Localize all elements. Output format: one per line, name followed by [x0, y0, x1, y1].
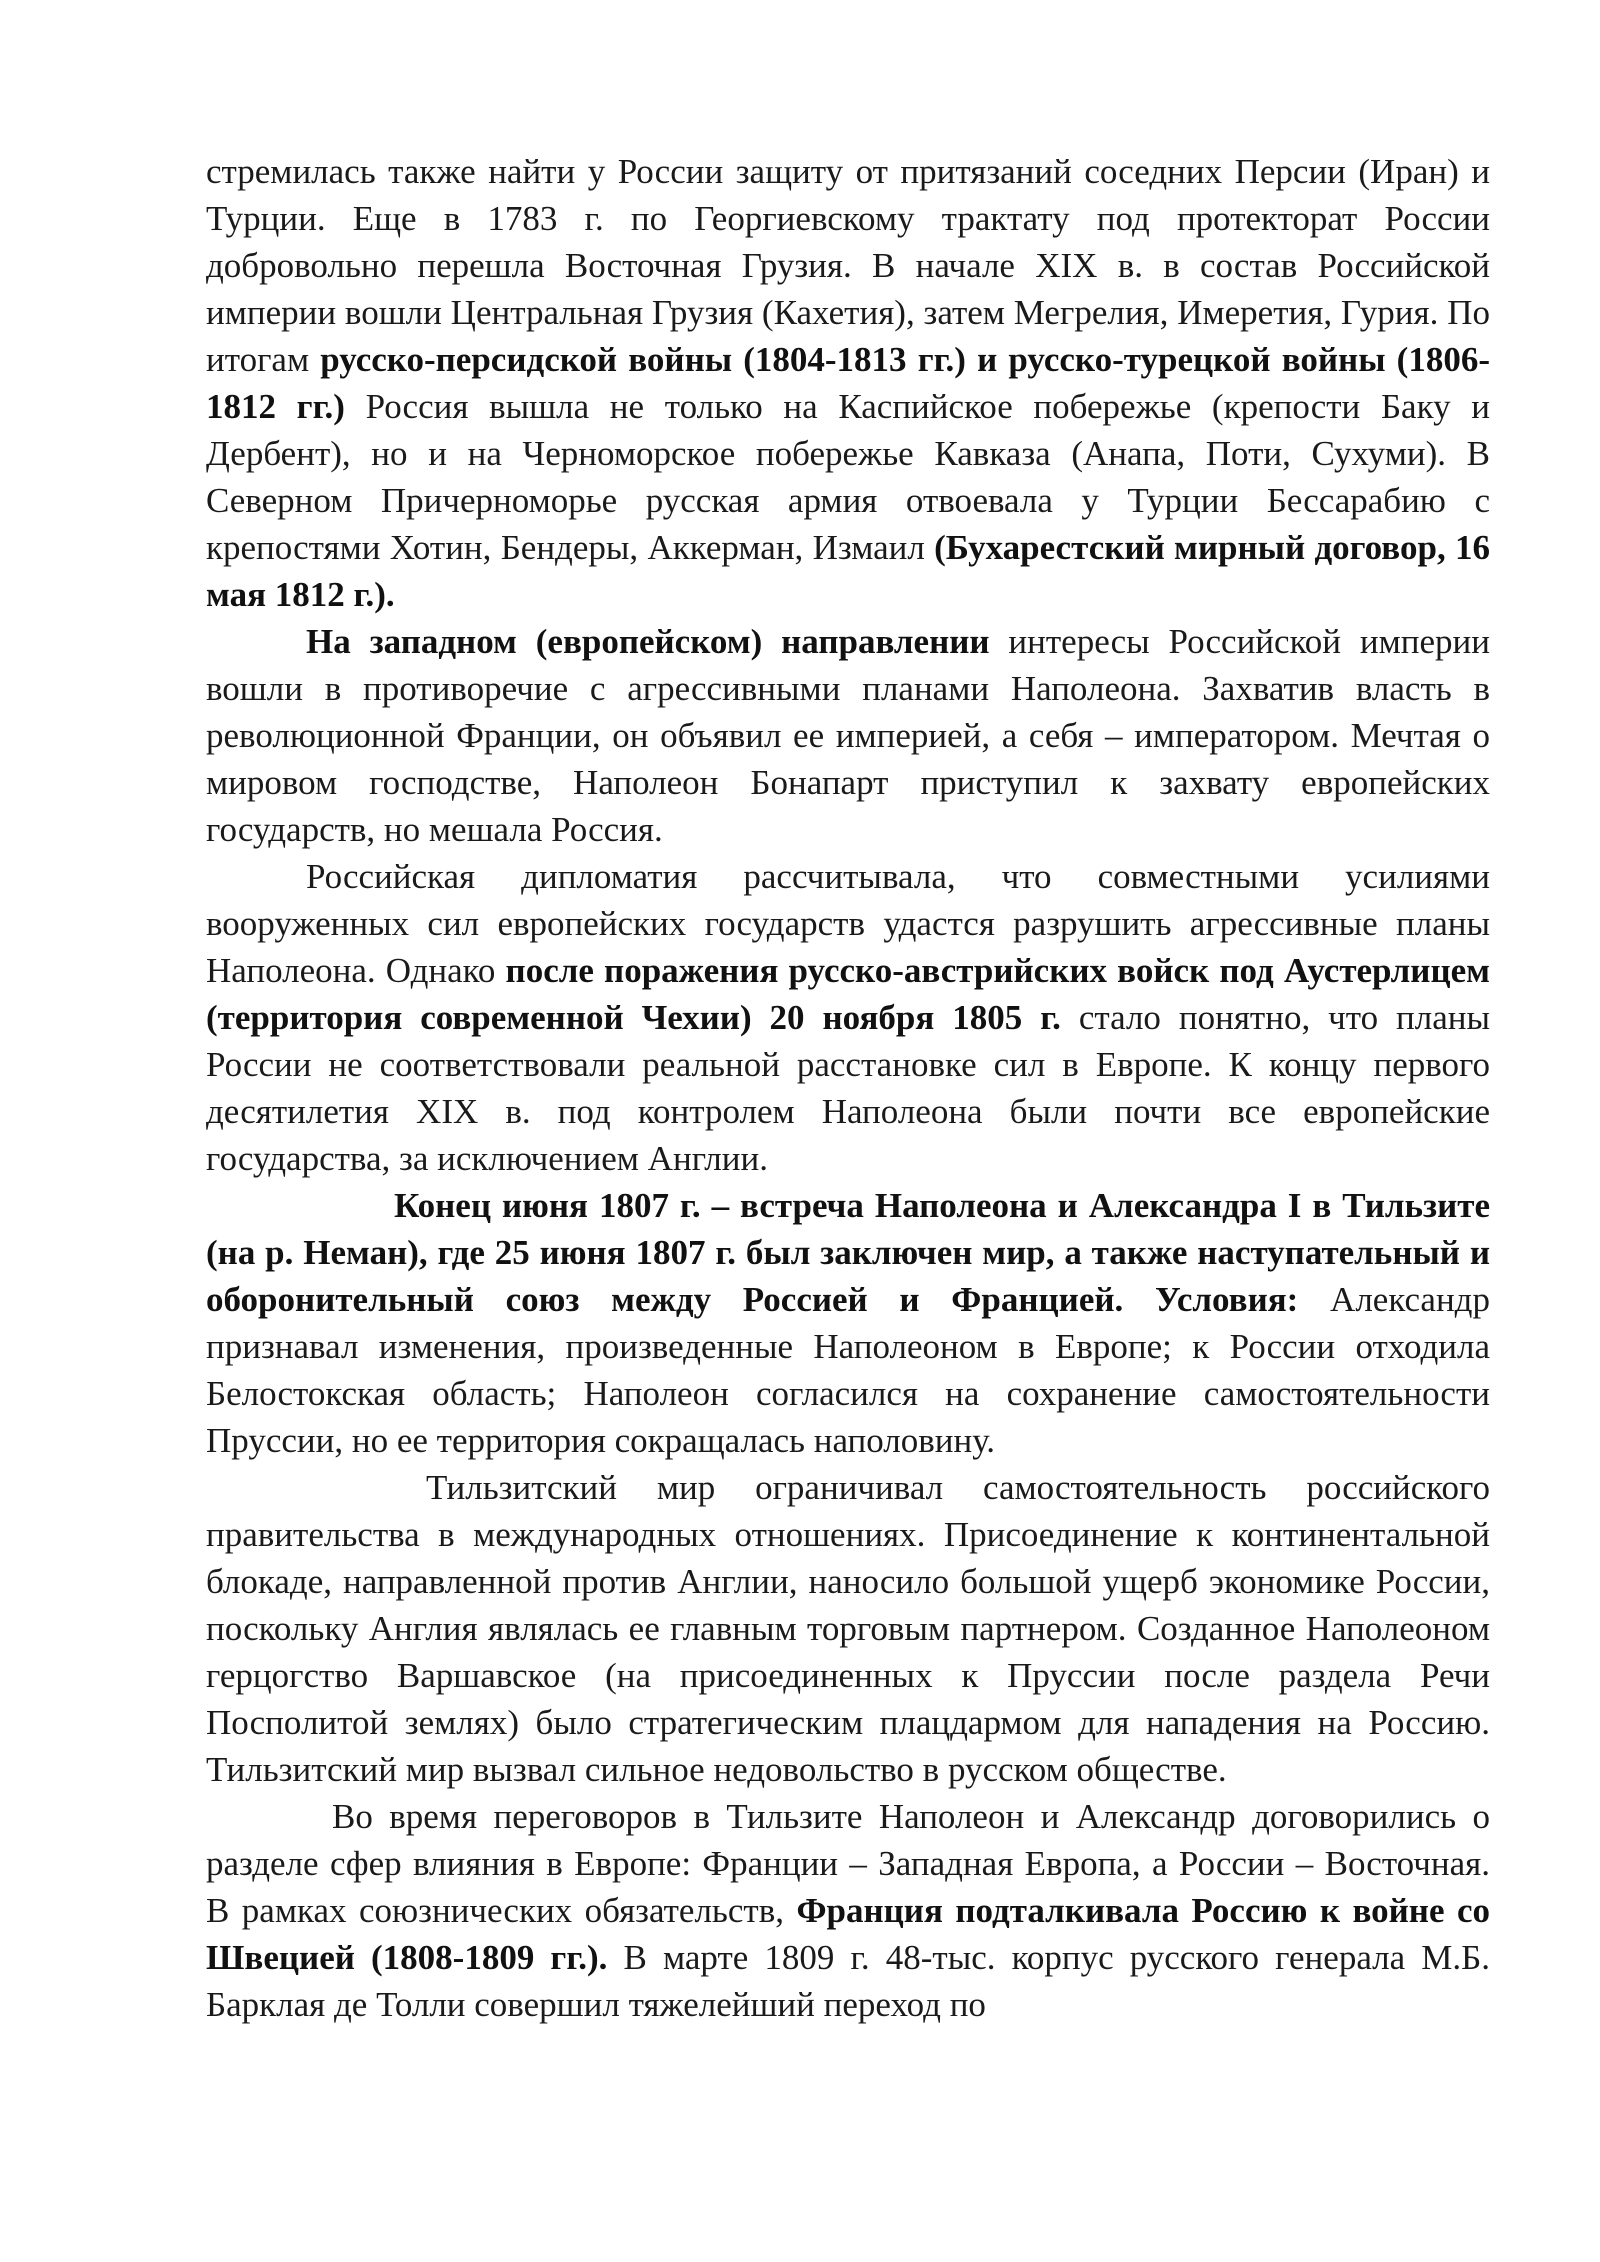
text-run: Тильзитский мир ограничивал самостоятельность российского правительства в международных отношениях. Присоединение к континентальной блокаде, направленной против Англии, наносило большой ущерб экономике России, поскольку Англия являлась ее главным торговым партнером. Созданное Наполеоном герцогство Варшавское (на присоединенных к Пруссии после раздела Речи Посполитой землях) было стратегическим плацдармом для нападения на Россию. Тильзитский мир вызвал сильное недовольство в русском обществе.	[206, 1468, 1490, 1789]
text-run: интересы Российской империи вошли в противоречие с агрессивными планами Наполеона. Захватив власть в революционной Франции, он объявил ее империей, а себя – императором. Мечтая о мировом господстве, Наполеон Бонапарт приступил к захвату европейских государств, но мешала Россия.	[206, 622, 1490, 849]
paragraph-spheres-of-influence	[206, 1793, 1490, 2028]
paragraph-diplomacy	[206, 853, 1490, 1182]
paragraph-tilsit-meeting	[206, 1182, 1490, 1464]
document-page	[206, 148, 1490, 2028]
paragraph-caucasus	[206, 148, 1490, 618]
text-run: В марте 1809 г. 48-тыс. корпус русского генерала М.Б. Барклая де Толли совершил тяжелейший переход по	[206, 1938, 1490, 2024]
paragraph-tilsit-peace	[206, 1464, 1490, 1793]
bold-text-run: после поражения русско-австрийских войск под Аустерлицем (территория современной Чехии) 20 ноября 1805 г.	[206, 951, 1490, 1037]
bold-text-run: (Бухарестский мирный договор, 16 мая 1812 г.).	[206, 528, 1490, 614]
text-run: стремилась также найти у России защиту от притязаний соседних Персии (Иран) и Турции. Еще в 1783 г. по Георгиевскому трактату под протекторат России добровольно перешла Восточная Грузия. В начале XIX в. в состав Российской империи вошли Центральная Грузия (Кахетия), затем Мегрелия, Имеретия, Гурия. По итогам	[206, 152, 1490, 379]
text-run: Во время переговоров в Тильзите Наполеон и Александр договорились о разделе сфер влияния в Европе: Франции – Западная Европа, а России – Восточная. В рамках союзнических обязательств,	[206, 1797, 1490, 1930]
bold-text-run: Конец июня 1807 г. – встреча Наполеона и Александра I в Тильзите (на р. Неман), где 25 июня 1807 г. был заключен мир, а также наступательный и оборонительный союз между Россией и Францией. Условия:	[206, 1186, 1490, 1319]
text-run: Александр признавал изменения, произведенные Наполеоном в Европе; к России отходила Белостокская область; Наполеон согласился на сохранение самостоятельности Пруссии, но ее территория сокращалась наполовину.	[206, 1280, 1490, 1460]
bold-text-run: Франция подталкивала Россию к войне со Швецией (1808-1809 гг.).	[206, 1891, 1490, 1977]
bold-text-run: На западном (европейском) направлении	[306, 622, 990, 661]
text-run: Российская дипломатия рассчитывала, что совместными усилиями вооруженных сил европейских государств удастся разрушить агрессивные планы Наполеона. Однако	[206, 857, 1490, 990]
text-run: Россия вышла не только на Каспийское побережье (крепости Баку и Дербент), но и на Черноморское побережье Кавказа (Анапа, Поти, Сухуми). В Северном Причерноморье русская армия отвоевала у Турции Бессарабию с крепостями Хотин, Бендеры, Аккерман, Измаил	[206, 387, 1490, 567]
bold-text-run: русско-персидской войны (1804-1813 гг.) и русско-турецкой войны (1806-1812 гг.)	[206, 340, 1490, 426]
text-run: стало понятно, что планы России не соответствовали реальной расстановке сил в Европе. К концу первого десятилетия XIX в. под контролем Наполеона были почти все европейские государства, за исключением Англии.	[206, 998, 1490, 1178]
paragraph-western-direction	[206, 618, 1490, 853]
